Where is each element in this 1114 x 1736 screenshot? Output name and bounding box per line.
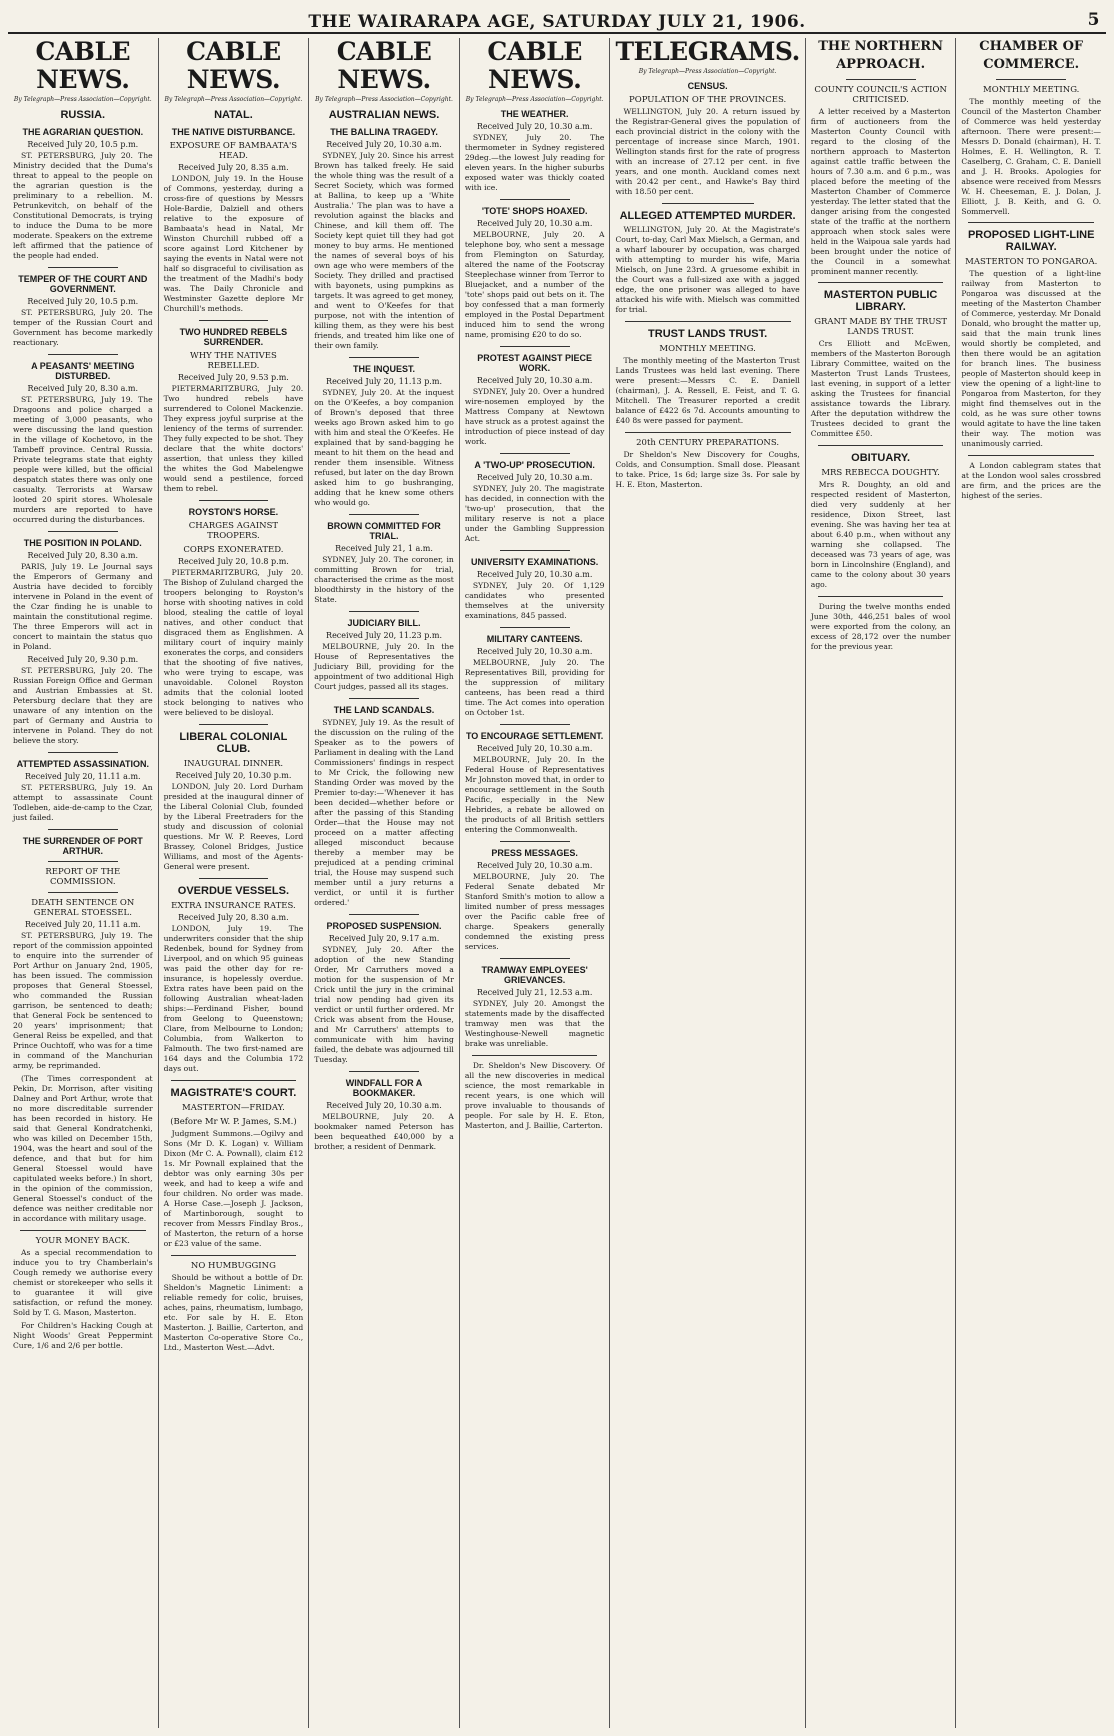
article-heading: TO ENCOURAGE SETTLEMENT. bbox=[465, 731, 604, 741]
article-subheading: (Before Mr W. P. James, S.M.) bbox=[170, 1117, 297, 1127]
advertisement bbox=[13, 1236, 153, 1351]
dateline: Received July 20, 8.35 a.m. bbox=[178, 163, 289, 172]
article-heading: BROWN COMMITTED FOR TRIAL. bbox=[327, 521, 441, 541]
masthead-title: THE WAIRARAPA AGE, SATURDAY JULY 21, 1906. bbox=[308, 12, 806, 32]
dateline: Received July 20, 10.30 a.m. bbox=[326, 1101, 442, 1110]
article-heading: OBITUARY. bbox=[851, 452, 911, 464]
dateline: Received July 20, 8.30 a.m. bbox=[27, 384, 139, 393]
advert-heading: NO HUMBUGGING bbox=[190, 1261, 276, 1271]
article bbox=[811, 452, 951, 590]
column-5 bbox=[610, 38, 805, 1728]
divider bbox=[349, 914, 419, 915]
article-body: SYDNEY, July 20. Amongst the statements made by the disaffected tramway men was that the Westinghouse-Newell magnetic brake was unreliable. bbox=[464, 999, 605, 1048]
article-body: ST. PETERSBURG, July 20. The temper of the Russian Court and Government has become markedly reactionary. bbox=[13, 308, 153, 347]
article-body: PIETERMARITZBURG, July 20. Two hundred rebels have surrendered to Colonel Mackenzie. They express joyful surprise at the leniency of the terms of surrender. They fully expected to be shot. They declare that the white doctors' assertion, that unless they killed the whites the God Mabelengwe would send a pestilence, forced them to rebel. bbox=[163, 384, 304, 493]
article-body: Mrs R. Doughty, an old and respected resident of Masterton, died very suddenly at her residence, Dixon Street, last evening. She was having her tea at about 6.40 p.m., when without any warning she collapsed. The deceased was 73 years of age, was born in Lincolnshire (England), and came to the colony about 30 years ago. bbox=[810, 480, 951, 589]
article-heading: PROTEST AGAINST PIECE WORK. bbox=[477, 353, 592, 373]
column-title: CABLE NEWS. bbox=[186, 37, 281, 94]
article-heading: THE SURRENDER OF PORT ARTHUR. bbox=[22, 836, 143, 856]
divider bbox=[48, 892, 118, 893]
article bbox=[465, 848, 605, 952]
divider bbox=[625, 321, 791, 322]
article-body: A letter received by a Masterton firm of auctioneers from the Masterton County Council with regard to the closing of the northern approach to Masterton against cattle traffic between the hours of 7.30 a.m. and 6 p.m., was placed before the meeting of the Masterton Chamber of Commerce yesterday. The letter stated that the danger arising from the congested state of the traffic at the northern approach when stock sales were held in the Waipoua sale yards had been brought under the notice of the Council in a somewhat prominent manner recently. bbox=[810, 107, 951, 276]
article-body: Crs Elliott and McEwen, members of the Masterton Borough Library Committee, waited on the Masterton Trust Lands Trustees, last evening, in support of a letter asking the Trustees for financial assistance towards the Library. After the deputation withdrew the Trustees decided to grant the Committee £50. bbox=[810, 339, 951, 438]
dateline: Received July 20, 9.53 p.m. bbox=[177, 373, 289, 382]
article bbox=[465, 634, 605, 718]
article-heading: LIBERAL COLONIAL CLUB. bbox=[179, 731, 288, 755]
article bbox=[465, 965, 605, 1049]
divider bbox=[20, 1230, 146, 1231]
article-subheading: CORPS EXONERATED. bbox=[183, 545, 284, 555]
article bbox=[164, 1087, 304, 1249]
column-title: CHAMBER OF COMMERCE. bbox=[979, 39, 1084, 72]
article-body: LONDON, July 20. Lord Durham presided at the inaugural dinner of the Liberal Colonial Club, founded by the Liberal Freetraders for the study and discussion of colonial questions. Mr W. P. Reeves, Lord Brassey, Colonel Bridges, Justice Williams, and most of the Agents-General were present. bbox=[163, 782, 304, 871]
article-heading: ATTEMPTED ASSASSINATION. bbox=[16, 759, 149, 769]
divider bbox=[500, 724, 570, 725]
divider bbox=[818, 445, 944, 446]
advertisement bbox=[465, 1061, 605, 1131]
article-body: Judgment Summons.—Ogilvy and Sons (Mr D. K. Logan) v. William Dixon (Mr C. A. Pownall), claim £12 1s. Mr Pownall explained that the debtor was only earning 30s per week, and had to keep a wife and four children. No order was made. A Horse Case.—Joseph J. Jackson, of Martinborough, sought to recover from Messrs Findlay Bros., of Masterton, the return of a horse or £23 value of the same. bbox=[163, 1129, 304, 1248]
divider bbox=[199, 878, 269, 879]
article bbox=[314, 618, 454, 692]
article-body: The question of a light-line railway from Masterton to Pongaroa was discussed at the meeting of the Masterton Chamber of Commerce, yesterday. Mr Donald Donald, who brought the matter up, said that the main trunk lines would shortly be completed, and then there would be an agitation for branch lines. The business people of Masterton should keep in view the opening of a light-line to Pongaroa from Masterton, for they might find themselves out in the cold, as he was sure other towns would agitate to have the line taken their way. The motion was unanimously carried. bbox=[961, 269, 1102, 448]
article-subheading: COUNTY COUNCIL'S ACTION CRITICISED. bbox=[814, 85, 947, 105]
masthead bbox=[8, 6, 1106, 34]
topic-heading: AUSTRALIAN NEWS. bbox=[328, 109, 440, 121]
article-body: MELBOURNE, July 20. A bookmaker named Peterson has been bequeathed £40,000 by a brother, a resident of Denmark. bbox=[314, 1112, 454, 1151]
article-heading: PROPOSED LIGHT-LINE RAILWAY. bbox=[967, 229, 1095, 253]
article-body: PIETERMARITZBURG, July 20. The Bishop of Zululand charged the troopers belonging to Royston's horse with shooting natives in cold blood, stealing the cattle of loyal natives, and other conduct that disgraced them as Englishmen. A military court of inquiry mainly exonerates the corps, and considers that the shooting of five natives, who were trying to escape, was unavoidable. Colonel Royston admits that the colonial looted stock belonging to natives who were believed to be disloyal. bbox=[163, 568, 304, 717]
article-body: SYDNEY, July 20. The magistrate has decided, in connection with the 'two-up' prosecution, that the military reserve is not a place under the Gambling Suppression Act. bbox=[464, 484, 605, 543]
divider bbox=[968, 222, 1094, 223]
article bbox=[615, 81, 799, 197]
article-subheading: DEATH SENTENCE ON GENERAL STOESSEL. bbox=[31, 898, 135, 918]
article-body: SYDNEY, July 20. Of 1,129 candidates who presented themselves at the university examinations, 845 passed. bbox=[464, 581, 605, 620]
advert-body: Dr Sheldon's New Discovery for Coughs, Colds, and Consumption. Small dose. Pleasant to take. Price, 1s 6d; large size 3s. For sale by H. E. Eton, Masterton. bbox=[615, 450, 800, 489]
dateline: Received July 20, 10.8 p.m. bbox=[177, 557, 289, 566]
article bbox=[465, 109, 605, 193]
article-body: SYDNEY, July 19. As the result of the discussion on the ruling of the Speaker as to the powers of Parliament in dealing with the Land Commissioners' findings in respect to Mr Crick, the following new Standing Order was moved by the Premier to-day:—'Whenever it has been decided—whether before or after the passing of this Standing Order—that the House may not proceed on a matter affecting alleged misconduct because thereby a member may be prejudiced at a pending criminal trial, the House may suspend such member until a jury returns a verdict, or until it is further ordered.' bbox=[314, 718, 454, 907]
article bbox=[465, 557, 605, 621]
advert-body: Dr. Sheldon's New Discovery. Of all the new discoveries in medical science, the most remarkable in recent years, is one which will prove invaluable to thousands of people. For sale by H. E. Eton, Masterton, and J. Baillie, Carterton. bbox=[464, 1061, 605, 1130]
article-heading: THE NATIVE DISTURBANCE. bbox=[171, 127, 296, 137]
article-subheading: MASTERTON—FRIDAY. bbox=[181, 1103, 285, 1113]
article bbox=[615, 328, 799, 426]
article-body: The monthly meeting of the Council of the Masterton Chamber of Commerce was held yesterday afternoon. There were present:—Messrs D. Donald (chairman), H. T. Holmes, E. H. Wellington, R. T. Caselberg, C. Graham, C. E. Daniell and J. H. Brooks. Apologies for absence were received from Messrs W. H. Cheeseman, E. J. Dolan, J. Elliott, J. B. Keith, and G. O. Sommervell. bbox=[961, 97, 1102, 216]
article bbox=[13, 538, 153, 746]
article-heading: THE POSITION IN POLAND. bbox=[23, 538, 142, 548]
article-body: (The Times correspondent at Pekin, Dr. Morrison, after visiting Dalney and Port Arthur, wrote that no more discreditable surrender has been recorded in history. He said that General Kondratchenki, who was killed on December 15th, 1904, was the heart and soul of the defence, and that but for him General Stoessel would have capitulated weeks before.) In short, in the opinion of the commission, General Stoessel's conduct of the defence was neither creditable nor in accordance with military usage. bbox=[13, 1074, 153, 1223]
dateline: Received July 20, 8.30 a.m. bbox=[27, 551, 139, 560]
article-body: MELBOURNE, July 20. In the House of Representatives the Judiciary Bill, providing for the appointment of two additional High Court judges, passed all its stages. bbox=[314, 642, 454, 691]
article-subheading: EXPOSURE OF BAMBAATA'S HEAD. bbox=[169, 141, 298, 161]
divider bbox=[846, 79, 916, 80]
divider bbox=[349, 698, 419, 699]
divider bbox=[349, 611, 419, 612]
article-heading: TWO HUNDRED REBELS SURRENDER. bbox=[179, 327, 288, 347]
article bbox=[314, 921, 454, 1065]
byline: By Telegraph—Press Association—Copyright. bbox=[13, 96, 152, 103]
column-4 bbox=[460, 38, 611, 1728]
article bbox=[465, 206, 605, 340]
divider bbox=[199, 500, 269, 501]
column-7 bbox=[956, 38, 1106, 1728]
article-heading: 'TOTE' SHOPS HOAXED. bbox=[481, 206, 588, 216]
article-body: SYDNEY, July 20. At the inquest on the O'Keefes, a boy companion of Brown's deposed that three weeks ago Brown asked him to go with him and steal the O'Keefes. He explained that by sand-bagging he meant to hit them on the head and render them insensible. Witness refused, but later on the day Brown asked him to go bushranging, adding that he knew some others who would go. bbox=[314, 388, 454, 507]
dateline: Received July 21, 12.53 a.m. bbox=[476, 988, 593, 997]
article bbox=[164, 127, 304, 314]
divider bbox=[199, 724, 269, 725]
divider bbox=[199, 320, 269, 321]
divider bbox=[48, 861, 118, 862]
byline: By Telegraph—Press Association—Copyright. bbox=[638, 68, 777, 75]
article-subheading: WHY THE NATIVES REBELLED. bbox=[190, 351, 277, 371]
topic-heading: RUSSIA. bbox=[60, 109, 106, 121]
article-subheading: POPULATION OF THE PROVINCES. bbox=[629, 95, 787, 105]
dateline: Received July 20, 10.5 p.m. bbox=[27, 297, 139, 306]
article bbox=[314, 364, 454, 508]
article-heading: CENSUS. bbox=[687, 81, 728, 91]
divider bbox=[500, 841, 570, 842]
article-heading: A PEASANTS' MEETING DISTURBED. bbox=[31, 361, 135, 381]
article-heading: MASTERTON PUBLIC LIBRARY. bbox=[823, 289, 938, 313]
byline: By Telegraph—Press Association—Copyright. bbox=[315, 96, 453, 103]
article-body: LONDON, July 19. The underwriters consider that the ship Redenbek, bound for Sydney from Liverpool, and on which 95 guineas was paid the other day for re-insurance, is hopelessly overdue. Extra rates have been paid on the following Australian wheat-laden ships:—Ferdinand Fisher, bound from Geelong to Queenstown; Clare, from Melbourne to London; Columbia, from Walkerton to Falmouth. The two first-named are 164 days and the Columbia 172 days out. bbox=[163, 924, 304, 1073]
article-body: SYDNEY, July 20. The thermometer in Sydney registered 29deg.—the lowest July reading for eleven years. In the higher suburbs exposed water was thickly coated with ice. bbox=[464, 133, 605, 192]
advertisement bbox=[615, 438, 799, 490]
dateline: Received July 20, 8.30 a.m. bbox=[178, 913, 289, 922]
dateline: Received July 20, 11.11 a.m. bbox=[25, 920, 141, 929]
article-heading: JUDICIARY BILL. bbox=[347, 618, 421, 628]
column-2 bbox=[159, 38, 310, 1728]
divider bbox=[349, 514, 419, 515]
article-body: SYDNEY, July 20. Since his arrest Brown has talked freely. He said the whole thing was the result of a Secret Society, which was formed at Ballina, to keep up a 'White Australia.' The plan was to have a revolution against the blacks and Chinese, and kill them off. The Society kept quiet till they had got money to buy arms. He mentioned the names of several boys of his own age who were members of the Society. They drilled and practised with bayonets, using pumpkins as targets. It was agreed to get money, and went to O'Keefes for that purpose, not with the intention of killing them, as they were his best friends, and treated him like one of their own family. bbox=[314, 151, 454, 350]
article-body: MELBOURNE, July 20. The Representatives Bill, providing for the suppression of military canteens, has been read a third time. The Act comes into operation on October 1st. bbox=[464, 658, 605, 717]
divider bbox=[472, 1055, 598, 1056]
article-subheading: MONTHLY MEETING. bbox=[983, 85, 1080, 95]
advertisement bbox=[164, 1261, 304, 1353]
article-subheading: CHARGES AGAINST TROOPERS. bbox=[188, 521, 279, 541]
article-heading: ALLEGED ATTEMPTED MURDER. bbox=[619, 210, 796, 222]
divider bbox=[625, 432, 791, 433]
article bbox=[314, 521, 454, 605]
article-heading: MILITARY CANTEENS. bbox=[486, 634, 583, 644]
page-number: 5 bbox=[1087, 10, 1100, 30]
column-title: THE NORTHERN APPROACH. bbox=[818, 39, 943, 72]
article-body: During the twelve months ended June 30th, 446,251 bales of wool were exported from the colony, an excess of 28,172 over the number for the previous year. bbox=[810, 602, 951, 651]
dateline: Received July 20, 10.30 a.m. bbox=[476, 861, 593, 870]
divider bbox=[349, 357, 419, 358]
divider bbox=[349, 1071, 419, 1072]
article-heading: PRESS MESSAGES. bbox=[491, 848, 578, 858]
article-body: MELBOURNE, July 20. The Federal Senate debated Mr Stanford Smith's motion to allow a limited number of press messages over the Pacific cable free of charge. Speakers generally condemned the existing press services. bbox=[464, 872, 605, 951]
advert-heading: 20th CENTURY PREPARATIONS. bbox=[636, 438, 780, 448]
dateline: Received July 20, 10.30 a.m. bbox=[476, 570, 593, 579]
dateline: Received July 20, 11.13 p.m. bbox=[326, 377, 442, 386]
article-body: SYDNEY, July 20. The coroner, in committing Brown for trial, characterised the crime as the most bloodthirsty in the history of the State. bbox=[314, 555, 454, 604]
divider bbox=[171, 1080, 297, 1081]
article bbox=[13, 274, 153, 348]
article-subheading: INAUGURAL DINNER. bbox=[183, 759, 284, 769]
article-heading: THE BALLINA TRAGEDY. bbox=[330, 127, 438, 137]
article bbox=[465, 353, 605, 447]
topic-heading: NATAL. bbox=[214, 109, 253, 121]
column-title: CABLE NEWS. bbox=[487, 37, 582, 94]
article-body: WELLINGTON, July 20. At the Magistrate's Court, to-day, Carl Max Mielsch, a German, and a wharf labourer by occupation, was charged with attempting to murder his wife, Maria Mielsch, on June 23rd. A gruesome exhibit in the Court was a full-sized axe with a jagged edge, the one prisoner was alleged to have attacked his wife with. Mielsch was committed for trial. bbox=[615, 225, 800, 314]
advert-body: Should be without a bottle of Dr. Sheldon's Magnetic Liniment: a reliable remedy for colic, bruises, aches, pains, rheumatism, lumbago, etc. For sale by H. E. Eton Masterton. J. Baillie, Carterton, and Masterton Co-operative Store Co., Ltd., Masterton West.—Advt. bbox=[163, 1273, 304, 1352]
article-subheading: EXTRA INSURANCE RATES. bbox=[171, 901, 296, 911]
article-heading: THE AGRARIAN QUESTION. bbox=[22, 127, 144, 137]
divider bbox=[48, 829, 118, 830]
columns bbox=[8, 38, 1106, 1728]
divider bbox=[818, 282, 944, 283]
dateline: Received July 20, 10.30 a.m. bbox=[476, 473, 593, 482]
advert-body: As a special recommendation to induce you to try Chamberlain's Cough remedy we authorise every chemist or storekeeper who sells it to guarantee it will give satisfaction, or refund the money. Sold by T. G. Mason, Masterton. bbox=[13, 1248, 153, 1317]
article-heading: ROYSTON'S HORSE. bbox=[188, 507, 279, 517]
dateline: Received July 20, 10.30 a.m. bbox=[476, 376, 593, 385]
article-body: SYDNEY, July 20. Over a hundred wire-nosemen employed by the Mattress Company at Newtown have struck as a protest against the introduction of piece instead of day work. bbox=[464, 387, 605, 446]
byline: By Telegraph—Press Association—Copyright. bbox=[164, 96, 303, 103]
column-title: CABLE NEWS. bbox=[35, 37, 131, 94]
dateline: Received July 21, 1 a.m. bbox=[335, 544, 433, 553]
article bbox=[164, 885, 304, 1074]
divider bbox=[500, 346, 570, 347]
dateline: Received July 20, 10.30 p.m. bbox=[175, 771, 292, 780]
dateline: Received July 20, 9.17 a.m. bbox=[328, 934, 440, 943]
article-subheading: MRS REBECCA DOUGHTY. bbox=[821, 468, 940, 478]
article bbox=[314, 705, 454, 908]
article bbox=[164, 731, 304, 872]
article bbox=[811, 289, 951, 439]
article-heading: THE INQUEST. bbox=[353, 364, 416, 374]
divider bbox=[48, 267, 118, 268]
article-body: ST. PETERSBURG, July 19. The report of the commission appointed to enquire into the surrender of Port Arthur on January 2nd, 1905, has been issued. The commission proposes that General Stoessel, who commanded the Russian garrison, be sentenced to death; that General Fock be sentenced to 20 years' imprisonment; that General Reiss be expelled, and that Prince Ouchtoff, who was for a time in command of the Manchurian army, be reprimanded. bbox=[13, 931, 153, 1070]
divider bbox=[968, 455, 1094, 456]
article bbox=[13, 127, 153, 261]
article bbox=[615, 210, 799, 315]
article-body: SYDNEY, July 20. After the adoption of the new Standing Order, Mr Carruthers moved a motion for the suspension of Mr Crick until the jury in the criminal trial now pending had given its verdict or until further ordered. Mr Crick was absent from the House, and Mr Carruthers' attempts to communicate with him having failed, the debate was adjourned till Tuesday. bbox=[314, 945, 454, 1064]
divider bbox=[996, 79, 1066, 80]
article bbox=[13, 759, 153, 823]
article-body: MELBOURNE, July 20. In the Federal House of Representatives Mr Johnston moved that, in order to encourage settlement in the South Pacific, especially in the New Hebrides, a rebate be allowed on the products of all British settlers entering the Commonwealth. bbox=[464, 755, 605, 834]
article-heading: UNIVERSITY EXAMINATIONS. bbox=[471, 557, 599, 567]
divider bbox=[818, 596, 944, 597]
article bbox=[13, 361, 153, 525]
divider bbox=[48, 531, 118, 532]
divider bbox=[48, 354, 118, 355]
article-body: ST. PETERSBURG, July 20. The Russian Foreign Office and German and Austrian Embassies at St. Petersburg declare that they are unaware of any intention on the part of Germany and Austria to intervene in Poland. They do not believe the story. bbox=[13, 666, 153, 745]
article-heading: OVERDUE VESSELS. bbox=[177, 885, 290, 897]
dateline: Received July 20, 10.30 a.m. bbox=[326, 140, 442, 149]
column-1 bbox=[8, 38, 159, 1728]
article-heading: TRAMWAY EMPLOYEES' GRIEVANCES. bbox=[481, 965, 588, 985]
advert-heading: YOUR MONEY BACK. bbox=[35, 1236, 131, 1246]
divider bbox=[662, 203, 754, 204]
article-body: MELBOURNE, July 20. A telephone boy, who sent a message from Flemington on Saturday, altered the name of the Footscray Steeplechase winner from Terror to Bluejacket, and a number of the 'tote' shops paid out bets on it. The boy confessed that a man formerly employed in the Postal Department induced him to send the wrong name, promising £20 to do so. bbox=[464, 230, 605, 339]
article-heading: TRUST LANDS TRUST. bbox=[648, 328, 768, 340]
divider bbox=[500, 627, 570, 628]
dateline: Received July 20, 9.30 p.m. bbox=[27, 655, 139, 664]
article-heading: THE LAND SCANDALS. bbox=[333, 705, 435, 715]
column-6 bbox=[806, 38, 957, 1728]
dateline: Received July 20, 10.30 a.m. bbox=[476, 122, 593, 131]
dateline: Received July 20, 11.23 p.m. bbox=[326, 631, 442, 640]
column-title: TELEGRAMS. bbox=[615, 37, 800, 66]
article-heading: WINDFALL FOR A BOOKMAKER. bbox=[345, 1078, 423, 1098]
article-subheading: MASTERTON TO PONGAROA. bbox=[965, 257, 1098, 267]
article bbox=[164, 507, 304, 718]
article bbox=[961, 229, 1101, 449]
divider bbox=[48, 752, 118, 753]
divider bbox=[500, 958, 570, 959]
column-3 bbox=[309, 38, 460, 1728]
article-subheading: MONTHLY MEETING. bbox=[659, 344, 756, 354]
dateline: Received July 20, 10.30 a.m. bbox=[476, 219, 593, 228]
article-heading: A 'TWO-UP' PROSECUTION. bbox=[474, 460, 595, 470]
article-body: A London cablegram states that at the London wool sales crossbred are firm, and the prices are the highest of the series. bbox=[961, 461, 1102, 500]
dateline: Received July 20, 10.30 a.m. bbox=[476, 744, 593, 753]
divider bbox=[171, 1255, 297, 1256]
article-body: The monthly meeting of the Masterton Trust Lands Trustees was held last evening. There were present:—Messrs C. E. Daniell (chairman), J. A. Ressell, E. Feist, and T. G. Mitchell. The Treasurer reported a credit balance of £422 6s 7d. Accounts amounting to £40 8s were passed for payment. bbox=[615, 356, 800, 425]
article-body: ST. PETERSBURG, July 19. The Dragoons and police charged a meeting of 3,000 peasants, who were discussing the land question in the village of Kochetovo, in the Tambeff province. Central Russia. Private telegrams state that eighty people were killed, but the official despatch states there was only one casualty. Terrorists at Warsaw looted 20 spirit stores. Wholesale murders are reported to have occurred during the disturbances. bbox=[13, 395, 153, 524]
article-body: PARIS, July 19. Le Journal says the Emperors of Germany and Austria have decided to forcibly intervene in Poland in the event of the Czar finding he is unable to maintain the constitutional regime. The three Emperors will act in concert to maintain the status quo in Poland. bbox=[13, 562, 153, 651]
article-subheading: REPORT OF THE COMMISSION. bbox=[45, 867, 121, 887]
article-body: WELLINGTON, July 20. A return issued by the Registrar-General gives the population of each provincial district in the colony with the percentage of increase since March, 1901. Wellington stands first for the rate of progress with an increase of 27.12 per cent. in five years, and one month. Auckland comes next with 20.42 per cent., and Hawke's Bay third with 18.50 per cent. bbox=[615, 107, 800, 196]
dateline: Received July 20, 11.11 a.m. bbox=[25, 772, 141, 781]
divider bbox=[500, 453, 570, 454]
article-body: ST. PETERSBURG, July 19. An attempt to assassinate Count Todleben, aide-de-camp to the Czar, just failed. bbox=[13, 783, 153, 822]
article bbox=[465, 731, 605, 835]
dateline: Received July 20, 10.30 a.m. bbox=[476, 647, 593, 656]
divider bbox=[500, 199, 570, 200]
divider bbox=[500, 550, 570, 551]
article-body: ST. PETERSBURG, July 20. The Ministry decided that the Duma's threat to appeal to the people on the agrarian question is the preliminary to a rebellion. M. Petrunkevitch, on behalf of the Constitutional Democrats, is trying to induce the Duma to be more moderate. Speakers on the extreme left affirmed that the patience of the people had ended. bbox=[13, 151, 153, 260]
article bbox=[314, 127, 454, 351]
article-body: LONDON, July 19. In the House of Commons, yesterday, during a cross-fire of questions by Messrs Hole-Bardie, Dalziell and others relative to the exposure of Bambaata's head in Natal, Mr Winston Churchill rubbed off a score against Lord Kitchener by saying the events in Natal were not half so disgraceful to civilisation as the treatment of the Madhi's body was. The Daily Chronicle and Westminster Gazette deplore Mr Churchill's methods. bbox=[163, 174, 304, 313]
advert-body: For Children's Hacking Cough at Night Woods' Great Peppermint Cure, 1/6 and 2/6 per bottle. bbox=[13, 1321, 153, 1350]
dateline: Received July 20, 10.5 p.m. bbox=[27, 140, 139, 149]
article-heading: MAGISTRATE'S COURT. bbox=[170, 1087, 297, 1099]
article bbox=[164, 327, 304, 494]
article-heading: TEMPER OF THE COURT AND GOVERNMENT. bbox=[18, 274, 148, 294]
column-title: CABLE NEWS. bbox=[336, 37, 432, 94]
article bbox=[314, 1078, 454, 1152]
article bbox=[465, 460, 605, 544]
article-heading: PROPOSED SUSPENSION. bbox=[326, 921, 442, 931]
article-heading: THE WEATHER. bbox=[500, 109, 569, 119]
article bbox=[13, 836, 153, 1224]
byline: By Telegraph—Press Association—Copyright. bbox=[465, 96, 604, 103]
article-subheading: GRANT MADE BY THE TRUST LANDS TRUST. bbox=[814, 317, 948, 337]
